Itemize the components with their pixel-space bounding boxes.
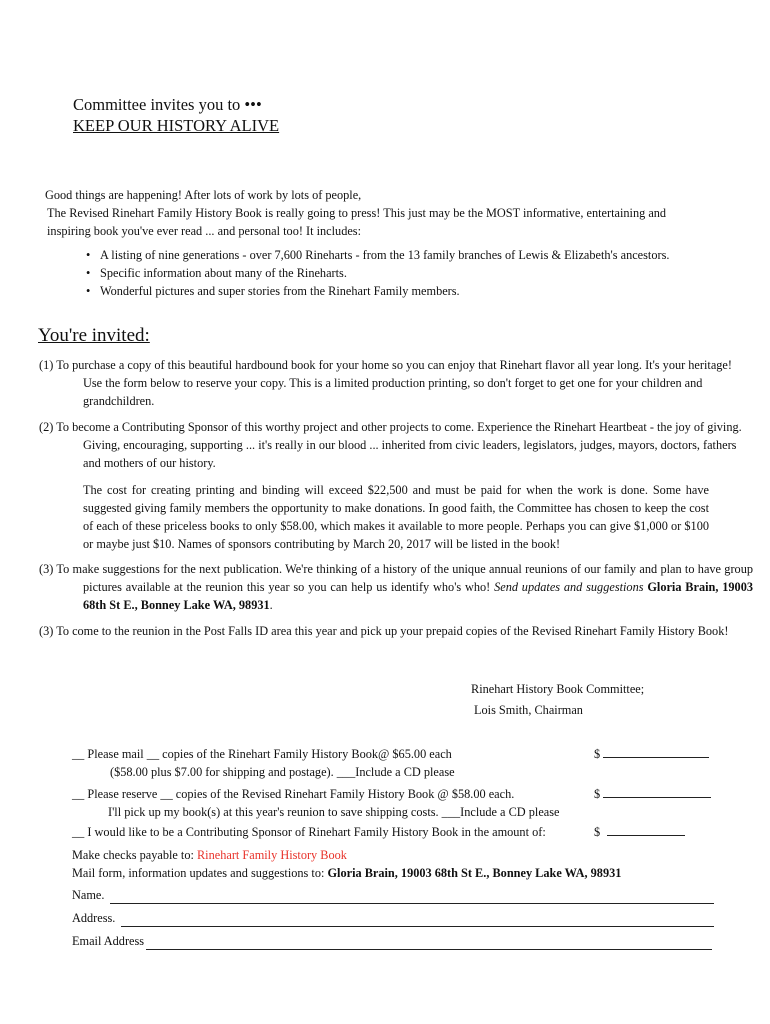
dollar-sign: $ (594, 787, 601, 801)
order-reserve-line-2: I'll pick up my book(s) at this year's reunion to save shipping costs. ___Include a CD please (108, 805, 560, 819)
item-2-cost: The cost for creating printing and binding will exceed $22,500 and must be paid for when the work is done. Some have suggested giving family members the opportunity to make donations. In good faith, the Committee has chosen to keep the cost of each of these priceless books to only $58.00, which makes it available to more people. Perhaps you can give $1,000 or $100 or maybe just $10. Names of sponsors contributing by March 20, 2017 will be listed in the book! (83, 483, 709, 551)
checks-payable (72, 846, 347, 864)
address-field[interactable] (72, 909, 714, 927)
name-field[interactable] (72, 886, 714, 904)
item-3-reunion: (3) To come to the reunion in the Post Falls ID area this year and pick up your prepaid copies of the Revised Rinehart Family History Book! (39, 624, 729, 638)
item-3-address: Gloria Brain, 19003 68th St E., Bonney Lake WA, 98931 (83, 580, 753, 612)
item-3-italic: Send updates and suggestions (494, 580, 644, 594)
signature (471, 679, 644, 721)
mail-amount-field[interactable] (594, 745, 709, 763)
list-item: • A listing of nine generations - over 7,600 Rineharts - from the 13 family branches of Lewis & Elizabeth's ancestors. (86, 246, 706, 264)
mail-prefix: Mail form, information updates and suggestions to: (72, 866, 325, 880)
intro-line-2: The Revised Rinehart Family History Book is really going to press! This just may be the MOST informative, entertaining and inspiring book you've ever read ... and personal too! It includes: (47, 206, 667, 238)
feature-list (86, 246, 706, 300)
email-input[interactable] (146, 937, 712, 950)
reserve-amount-field[interactable] (594, 785, 711, 803)
intro-line-1: Good things are happening! After lots of work by lots of people, (45, 188, 362, 202)
signature-chair: Lois Smith, Chairman (474, 703, 583, 717)
address-input[interactable] (121, 914, 714, 927)
header-line-invites: Committee invites you to ••• (73, 95, 262, 114)
name-label: Name. (72, 888, 105, 902)
item-3-suggestions: (3) To make suggestions for the next publication. We're thinking of a history of the unique annual reunions of our family and plan to have group pictures available at the reunion this year so you can help us identify who's who! Send updates and suggestions Gloria Brain, 19003 68th St E., Bonney Lake WA, 98931. (39, 562, 753, 612)
header-title: KEEP OUR HISTORY ALIVE (73, 116, 280, 135)
header (73, 94, 279, 136)
mail-address: Gloria Brain, 19003 68th St E., Bonney Lake WA, 98931 (327, 866, 622, 880)
order-mail-line-2: ($58.00 plus $7.00 for shipping and postage). ___Include a CD please (110, 765, 455, 779)
sponsor-amount-blank[interactable] (607, 823, 685, 836)
dollar-sign: $ (594, 825, 601, 839)
reserve-amount-blank[interactable] (603, 785, 711, 798)
email-field[interactable] (72, 932, 712, 950)
intro (45, 186, 695, 240)
sponsor-amount-field[interactable] (594, 823, 685, 841)
order-reserve-line-1: __ Please reserve __ copies of the Revised Rinehart Family History Book @ $58.00 each. (72, 787, 515, 801)
email-label: Email Address (72, 934, 145, 948)
item-1: (1) To purchase a copy of this beautiful hardbound book for your home so you can enjoy that Rinehart flavor all year long. It's your heritage! Use the form below to reserve your copy. This is a limited production printing, so don't forget to get one for your children and grandchildren. (39, 358, 732, 408)
order-mail-line-1: __ Please mail __ copies of the Rinehart Family History Book@ $65.00 each (72, 747, 452, 761)
address-label: Address. (72, 911, 116, 925)
invited-heading: You're invited: (38, 325, 150, 346)
item-3-text: (3) To make suggestions for the next publication. We're thinking of a history of the unique annual reunions of our family and plan to have group pictures available at the reunion this year so you can help us identify who's who! (39, 562, 753, 594)
name-input[interactable] (110, 891, 714, 904)
mail-form-to (72, 864, 621, 882)
mail-amount-blank[interactable] (603, 745, 709, 758)
checks-prefix: Make checks payable to: (72, 848, 194, 862)
signature-committee: Rinehart History Book Committee; (471, 682, 645, 696)
list-item: • Specific information about many of the Rineharts. (86, 264, 706, 282)
item-2: (2) To become a Contributing Sponsor of this worthy project and other projects to come. Experience the Rinehart Heartbeat - the joy of giving. Giving, encouraging, supporting ... it's really in our blood ... inherited from civic leaders, legislators, judges, mayors, doctors, fathers and mothers of our history. (39, 420, 742, 470)
order-sponsor-line: __ I would like to be a Contributing Sponsor of Rinehart Family History Book in the amount of: (72, 825, 546, 839)
list-item: • Wonderful pictures and super stories from the Rinehart Family members. (86, 282, 706, 300)
dollar-sign: $ (594, 747, 601, 761)
checks-payee: Rinehart Family History Book (196, 848, 347, 862)
